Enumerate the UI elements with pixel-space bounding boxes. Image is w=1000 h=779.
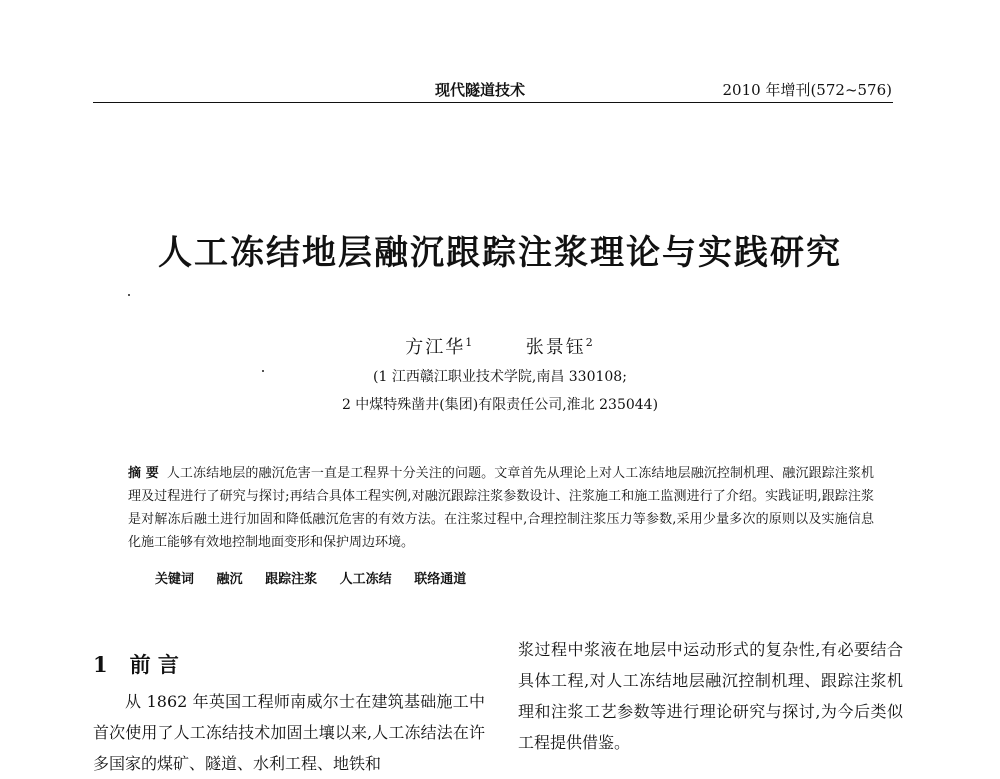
keyword: 跟踪注浆 [265, 572, 318, 587]
body-text-left: 从 1862 年英国工程师南威尔士在建筑基础施工中首次使用了人工冻结技术加固土壤以来,人工冻结法在许多国家的煤矿、隧道、水利工程、地铁和 [93, 692, 485, 773]
header-rule [93, 102, 893, 103]
section-title: 前 言 [129, 652, 179, 677]
keyword: 人工冻结 [339, 572, 392, 587]
abstract-label: 摘 要 [128, 466, 159, 481]
scan-speck [128, 294, 130, 296]
author-list [330, 333, 670, 359]
keywords-label: 关键词 [155, 572, 195, 587]
affiliation-line: 2 中煤特殊凿井(集团)有限责任公司,淮北 235044) [341, 397, 659, 413]
keyword: 联络通道 [414, 572, 467, 587]
section-number: 1 [93, 652, 108, 677]
section-heading [93, 649, 179, 679]
author-affil-mark: 1 [465, 336, 475, 349]
issue-info: 2010 年增刊(572~576) [722, 81, 892, 99]
paper-title: 人工冻结地层融沉跟踪注浆理论与实践研究 [158, 233, 842, 273]
keyword: 融沉 [216, 572, 243, 587]
affiliation-line: (1 江西赣江职业技术学院,南昌 330108; [373, 369, 627, 385]
abstract-text: 人工冻结地层的融沉危害一直是工程界十分关注的问题。文章首先从理论上对人工冻结地层融沉控制机理、融沉跟踪注浆机理及过程进行了研究与探讨;再结合具体工程实例,对融沉跟踪注浆参数设计、注浆施工和施工监测进行了介绍。实践证明,跟踪注浆是对解冻后融土进行加固和降低融沉危害的有效方法。在注浆过程中,合理控制注浆压力等参数,采用少量多次的原则以及实施信息化施工能够有效地控制地面变形和保护周边环境。 [128, 466, 874, 550]
keywords [155, 568, 855, 587]
body-text-right: 浆过程中浆液在地层中运动形式的复杂性,有必要结合具体工程,对人工冻结地层融沉控制机理、跟踪注浆机理和注浆工艺参数等进行理论研究与探讨,为今后类似工程提供借鉴。 [518, 640, 903, 752]
abstract [128, 462, 874, 554]
journal-name: 现代隧道技术 [434, 81, 525, 99]
author-name: 方江华 [405, 337, 466, 358]
author-name: 张景钰 [525, 337, 586, 358]
author-affil-mark: 2 [585, 336, 595, 349]
